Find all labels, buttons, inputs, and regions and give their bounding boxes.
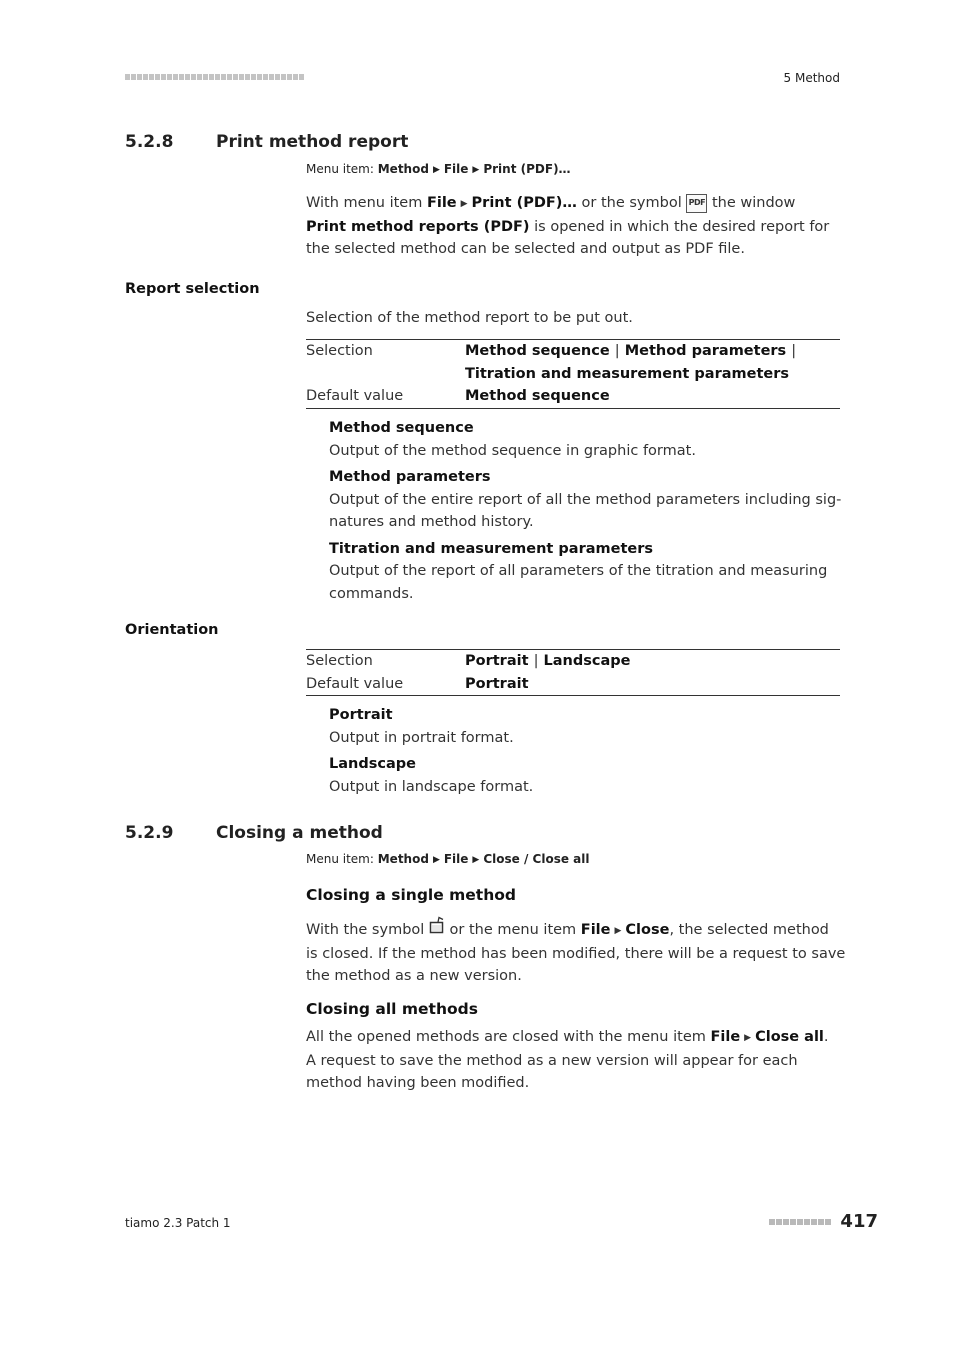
menu-path-528: Menu item: Method ▶ File ▶ Print (PDF)… bbox=[306, 162, 571, 176]
menu-path-529: Menu item: Method ▶ File ▶ Close / Close all bbox=[306, 852, 590, 866]
orientation-heading: Orientation bbox=[125, 622, 219, 638]
closing-all-heading: Closing all methods bbox=[306, 1000, 478, 1018]
selection-row: Selection Method sequence | Method parameters | Titration and measurement parameters bbox=[306, 343, 797, 382]
page-number: 417 bbox=[840, 1211, 878, 1232]
list-item: Portrait Output in portrait format. bbox=[329, 707, 514, 746]
list-item: Landscape Output in landscape format. bbox=[329, 756, 534, 795]
list-item: Method parameters Output of the entire report of all the method parameters including sig- natures and method history. bbox=[329, 469, 842, 530]
close-method-icon bbox=[429, 916, 445, 934]
intro-paragraph-528: With menu item File ▶ Print (PDF)… or the symbol PDF the window Print method reports (PDF) is opened in which the desired report for the selected method can be selected and output as PDF file. bbox=[306, 195, 830, 257]
pdf-icon: PDF bbox=[686, 194, 707, 213]
header-decoration bbox=[125, 74, 305, 93]
section-number: 5.2.9 bbox=[125, 823, 174, 843]
section-title: Print method report bbox=[216, 132, 409, 152]
default-row: Default value Portrait bbox=[306, 675, 529, 692]
report-options-list bbox=[329, 417, 844, 605]
footer-product: tiamo 2.3 Patch 1 bbox=[125, 1216, 231, 1230]
report-selection-description: Selection of the method report to be put out. bbox=[306, 310, 633, 326]
list-item: Method sequence Output of the method sequence in graphic format. bbox=[329, 420, 696, 459]
footer-page bbox=[769, 1211, 878, 1232]
header-chapter: 5 Method bbox=[783, 71, 840, 85]
closing-all-paragraph: All the opened methods are closed with the menu item File ▶ Close all. A request to save the method as a new version will appear for each method having been modified. bbox=[306, 1029, 829, 1091]
closing-single-heading: Closing a single method bbox=[306, 886, 516, 904]
orientation-table bbox=[306, 649, 840, 696]
section-528-heading bbox=[125, 132, 409, 152]
section-number: 5.2.8 bbox=[125, 132, 174, 152]
section-529-heading bbox=[125, 823, 383, 843]
closing-single-paragraph: With the symbol or the menu item File ▶ Close, the selected method is closed. If the method has been modified, there will be a request to save the method as a new version. bbox=[306, 916, 846, 988]
selection-row: Selection Portrait | Landscape bbox=[306, 653, 631, 669]
section-title: Closing a method bbox=[216, 823, 383, 843]
orientation-options-list bbox=[329, 704, 844, 798]
default-row: Default value Method sequence bbox=[306, 388, 610, 404]
list-item: Titration and measurement parameters Output of the report of all parameters of the titration and measuring commands. bbox=[329, 540, 828, 602]
report-selection-heading: Report selection bbox=[125, 281, 260, 297]
report-selection-table bbox=[306, 339, 840, 409]
